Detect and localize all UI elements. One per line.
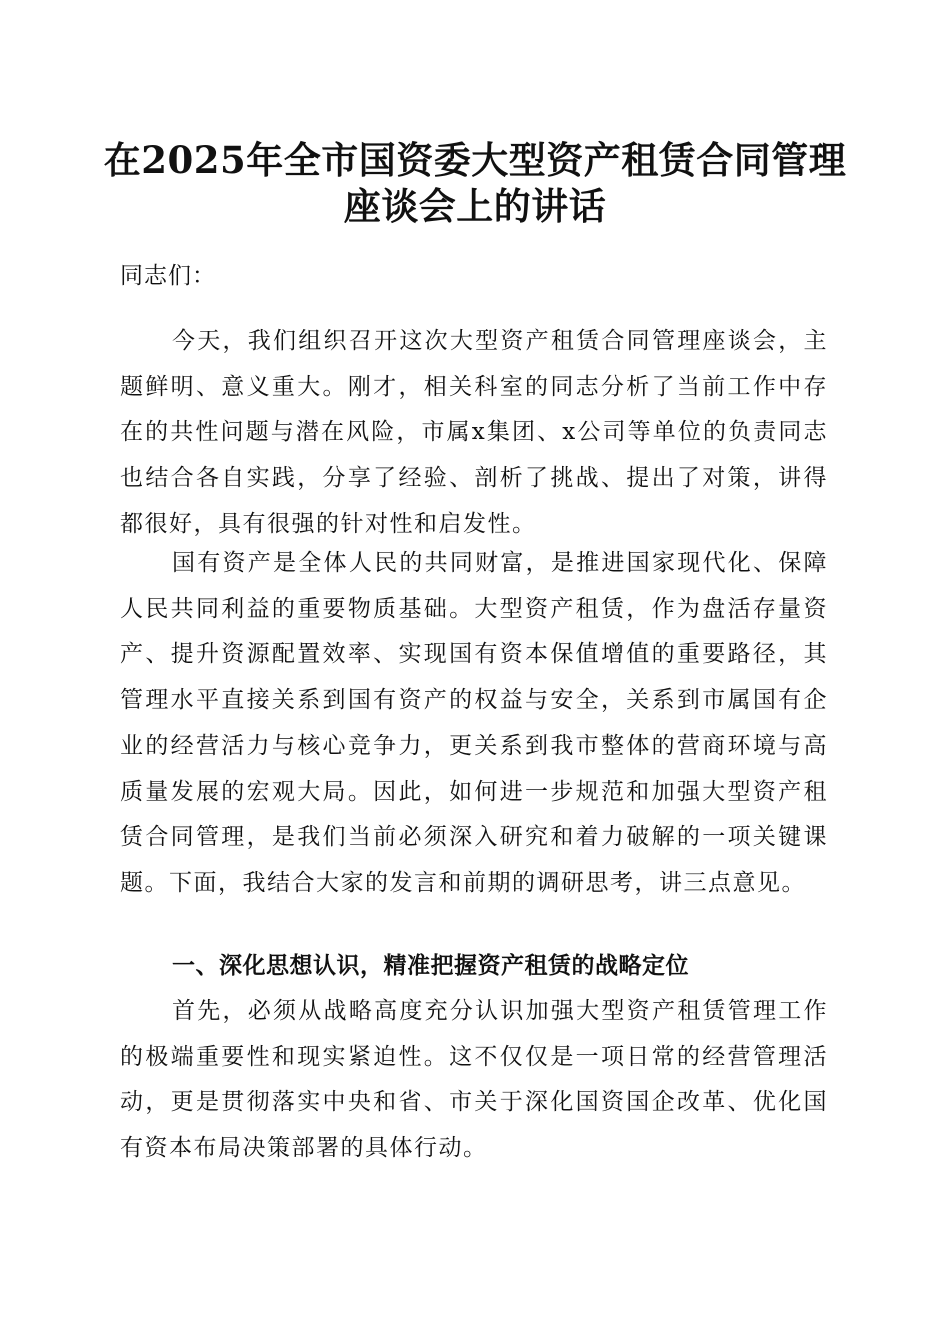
section-heading: 一、深化思想认识，精准把握资产租赁的战略定位 <box>172 953 689 979</box>
document-title-line-1: 在2025年全市国资委大型资产租赁合同管理 <box>103 138 847 182</box>
document-title-line-2: 座谈会上的讲话 <box>343 184 607 228</box>
paragraph-background: 国有资产是全体人民的共同财富，是推进国家现代化、保障人民共同利益的重要物质基础。大型资产租赁，作为盘活存量资产、提升资源配置效率、实现国有资本保值增值的重要路径，其管理水平直接关系到国有资产的权益与安全，关系到市属国有企业的经营活力与核心竞争力，更关系到我市整体的营商环境与高质量发展的宏观大局。因此，如何进一步规范和加强大型资产租赁合同管理，是我们当前必须深入研究和着力破解的一项关键课题。下面，我结合大家的发言和前期的调研思考，讲三点意见。 <box>120 550 828 896</box>
paragraph-opening: 今天，我们组织召开这次大型资产租赁合同管理座谈会，主题鲜明、意义重大。刚才，相关科室的同志分析了当前工作中存在的共性问题与潜在风险，市属x集团、x公司等单位的负责同志也结合各自实践，分享了经验、剖析了挑战、提出了对策，讲得都很好，具有很强的针对性和启发性。 <box>120 328 828 537</box>
paragraph-section-one: 首先，必须从战略高度充分认识加强大型资产租赁管理工作的极端重要性和现实紧迫性。这不仅仅是一项日常的经营管理活动，更是贯彻落实中央和省、市关于深化国资国企改革、优化国有资本布局决策部署的具体行动。 <box>120 998 828 1162</box>
salutation: 同志们： <box>120 263 216 289</box>
